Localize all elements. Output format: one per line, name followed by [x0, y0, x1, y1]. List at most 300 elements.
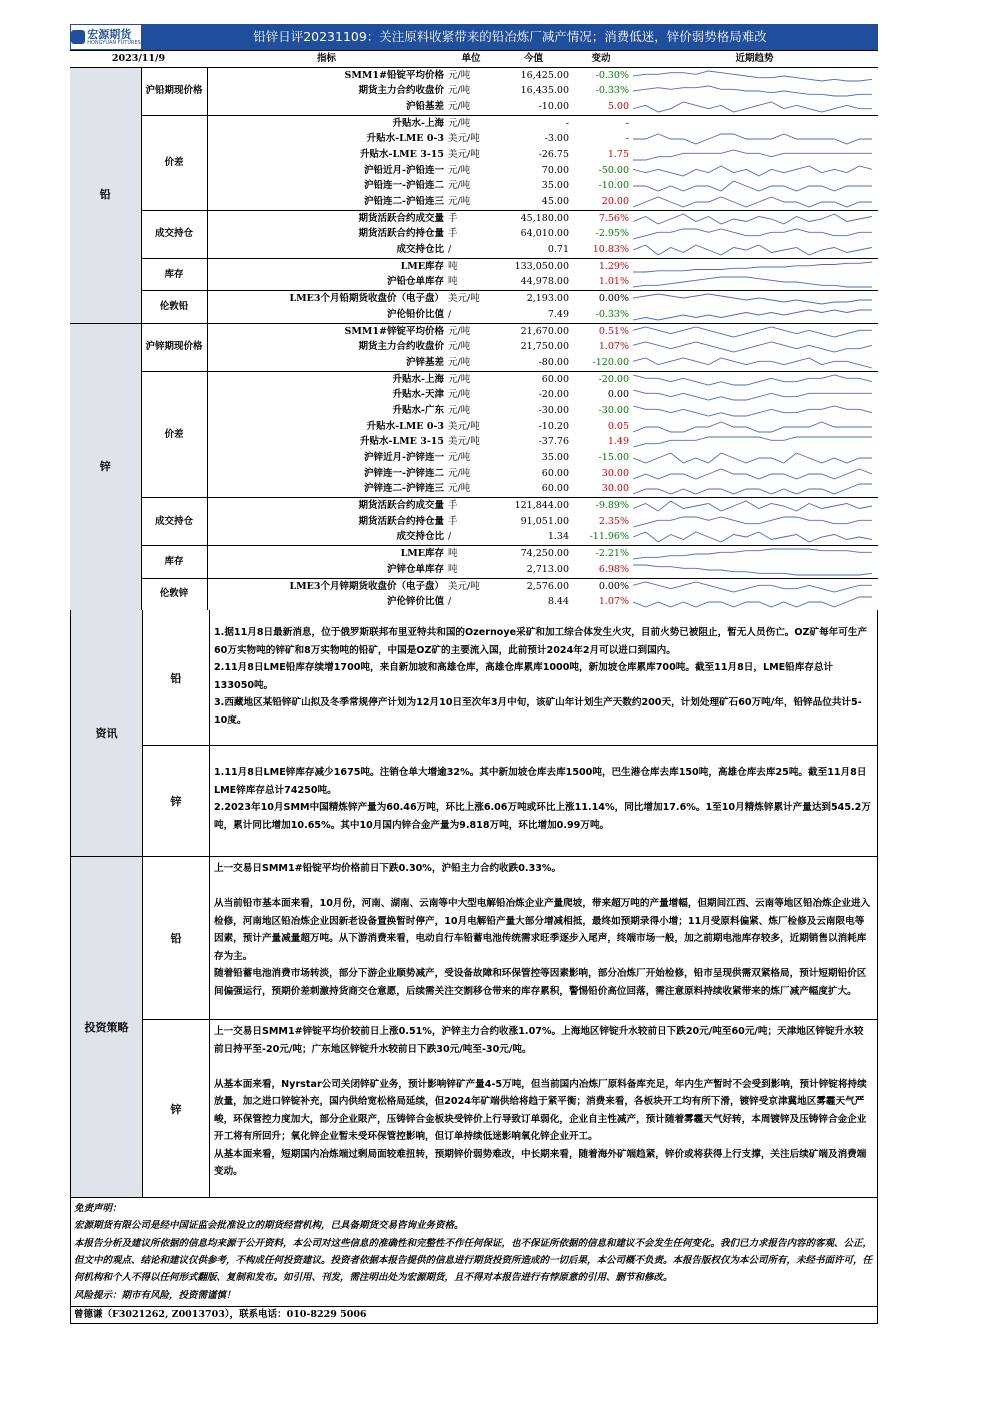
strategy-zinc-para: 从基本面来看，Nyrstar公司关闭锌矿业务，预计影响锌矿产量4-5万吨，但当前国内冶炼厂原料备库充足，年内生产暂时不会受到影响，预计锌锭将持续放量，加之进口锌锭补充，国内供给宽松格局延续，但2024年矿端供给将趋于紧平衡；消费来看，各板块开工均有所下滑，镀锌受京津冀地区雾霾天气严峻，环保管控力度加大，部分企业限产，压铸锌合金板块受锌价上行导致订单弱化，企业自主性减产，预计随着雾霾天气好转，本周镀锌及压铸锌合金企业开工将有所回升；氧化锌企业暂未受环保管控影响，但订单持续低迷影响氧化锌企业开工。 [214, 1078, 867, 1143]
news-lead-label: 铅 [143, 610, 210, 745]
indicator-name: 沪铅仓单库存 [386, 276, 444, 288]
unit-cell: 美元/吨 [448, 148, 480, 160]
strategy-lead-para [214, 878, 871, 896]
trend-line [633, 453, 872, 463]
trend-cell [631, 482, 878, 498]
trend-cell [631, 403, 878, 419]
trend-sparkline [631, 325, 874, 339]
trend-line [633, 277, 872, 287]
unit-cell: 美元/吨 [448, 436, 480, 448]
trend-cell [631, 258, 878, 274]
news-zinc-para: 1.11月8日LME锌库存减少1675吨。注销仓单大增逾32%。其中新加坡仓库去库1500吨，巴生港仓库去库150吨，高雄仓库去库25吨。截至11月8日LME锌库存总计74250吨。 [214, 767, 867, 796]
trend-sparkline [631, 499, 874, 513]
header-value: 今值 [496, 51, 571, 68]
trend-sparkline [631, 388, 874, 402]
trend-sparkline [631, 148, 874, 162]
indicator-name: 沪伦锌价比值 [386, 596, 444, 608]
trend-line [633, 245, 872, 255]
indicator-name: 沪锌近月-沪锌连一 [364, 452, 444, 464]
trend-line [633, 437, 872, 447]
value-cell: 16,425.00 [520, 69, 569, 81]
strategy-label: 投资策略 [71, 857, 143, 1197]
value-cell: 70.00 [541, 164, 569, 176]
trend-cell [631, 530, 878, 546]
indicator-name: 沪铅连二-沪铅连三 [364, 196, 444, 208]
news-zinc-row [143, 746, 877, 856]
indicator-name: 期货活跃合约持仓量 [358, 228, 444, 240]
value-cell: -3.00 [544, 133, 569, 145]
trend-line [633, 150, 872, 160]
news-zinc-para: 2.2023年10月SMM中国精炼锌产量为60.46万吨，环比上涨6.06万吨或环比上涨11.14%，同比增加17.6%。1至10月精炼锌累计产量达到545.2万吨，累计同比增加10.65%。其中10月国内锌合金产量为9.818万吨，环比增加0.99万吨。 [214, 802, 871, 831]
indicator-name: 升贴水-LME 3-15 [360, 148, 444, 160]
trend-cell [631, 163, 878, 179]
indicator-name: SMM1#锌锭平均价格 [207, 323, 446, 339]
company-logo [70, 24, 142, 50]
trend-cell [631, 323, 878, 339]
unit-cell: 元/吨 [446, 371, 496, 387]
trend-cell [631, 435, 878, 451]
news-label: 资讯 [71, 610, 143, 856]
table-row [70, 291, 878, 307]
strategy-zinc-para: 上一交易日SMM1#锌锭平均价较前日上涨0.51%，沪锌主力合约收涨1.07%。上海地区锌锭升水较前日下跌20元/吨至60元/吨；天津地区锌锭升水较前日持平至-20元/吨；广东地区锌锭升水较前日下跌30元/吨至-30元/吨。 [214, 1026, 864, 1055]
unit-cell: / [448, 308, 452, 320]
trend-cell [631, 339, 878, 355]
indicator-name: LME库存 [207, 258, 446, 274]
value-cell: - [496, 115, 571, 131]
change-cell: - [571, 115, 631, 131]
trend-line [633, 71, 872, 81]
unit-cell: 元/吨 [448, 180, 471, 192]
trend-sparkline [631, 467, 874, 481]
report-sheet [70, 24, 878, 1324]
unit-cell: 元/吨 [446, 323, 496, 339]
trend-cell [631, 546, 878, 562]
trend-sparkline [631, 435, 874, 449]
change-cell: 0.05 [607, 420, 629, 432]
trend-sparkline [631, 547, 874, 561]
trend-line [633, 102, 872, 112]
value-cell: 0.71 [547, 244, 569, 256]
unit-cell: 元/吨 [448, 356, 471, 368]
trend-cell [631, 562, 878, 578]
trend-line [633, 406, 872, 416]
value-cell: 133,050.00 [496, 258, 571, 274]
change-cell: -0.33% [595, 308, 629, 320]
unit-cell: 吨 [448, 563, 458, 575]
change-cell: -2.21% [571, 546, 631, 562]
change-cell: 5.00 [607, 100, 629, 112]
disclaimer-line: 本报告分析及建议所依据的信息均来源于公开资料，本公司对这些信息的准确性和完整性不作任何保证，也不保证所依据的信息和建议不会发生任何变化。我们已力求报告内容的客观、公正，但文中的观点、结论和建议仅供参考，不构成任何投资建议。投资者依据本报告提供的信息进行期货投资所造成的一切后果，本公司概不负责。本报告版权仅为本公司所有，未经书面许可，任何机构和个人不得以任何形式翻版、复制和发布。如引用、刊发，需注明出处为宏源期货，且不得对本报告进行有悖原意的引用、删节和修改。 [74, 1237, 873, 1284]
unit-cell: 美元/吨 [446, 578, 496, 594]
unit-cell: 元/吨 [448, 164, 471, 176]
change-cell: 1.01% [598, 276, 629, 288]
trend-cell [631, 99, 878, 115]
trend-line [633, 134, 872, 144]
change-cell: 30.00 [601, 483, 629, 495]
trend-cell [631, 307, 878, 323]
trend-line [633, 375, 872, 385]
change-cell: 1.49 [607, 436, 629, 448]
trend-line [633, 549, 872, 559]
change-cell: -11.96% [589, 531, 629, 543]
news-zinc-text [210, 746, 877, 856]
news-lead-text [210, 610, 877, 745]
value-cell: -80.00 [538, 356, 569, 368]
change-cell: 2.35% [598, 515, 629, 527]
header-indicator: 指标 [207, 51, 446, 68]
header-unit: 单位 [446, 51, 496, 68]
unit-cell: 元/吨 [448, 85, 471, 97]
unit-cell: / [448, 244, 452, 256]
trend-sparkline [631, 179, 874, 193]
change-cell: 0.00 [607, 389, 629, 401]
report-date: 2023/11/9 [70, 51, 207, 68]
group-label: 成交持仓 [141, 210, 207, 258]
change-cell: -20.00 [571, 371, 631, 387]
trend-cell [631, 355, 878, 371]
change-cell: 6.98% [598, 563, 629, 575]
unit-cell: 手 [446, 498, 496, 514]
change-cell: -15.00 [598, 452, 629, 464]
group-label: 成交持仓 [141, 498, 207, 546]
indicator-name: 升贴水-广东 [392, 404, 444, 416]
disclaimer-line: 风险提示：期市有风险，投资需谨慎！ [74, 1289, 236, 1301]
group-label: 伦敦铅 [141, 291, 207, 323]
unit-cell: 手 [446, 210, 496, 226]
indicator-name: LME3个月锌期货收盘价（电子盘） [207, 578, 446, 594]
trend-cell [631, 419, 878, 435]
change-cell: 0.00% [571, 578, 631, 594]
indicator-name: LME库存 [207, 546, 446, 562]
strategy-lead-para: 随着铅蓄电池消费市场转淡，部分下游企业顺势减产，受设备故障和环保管控等因素影响，部分冶炼厂开始检修，铅市呈现供需双紧格局，预计短期铅价区间偏强运行，预期价差刺激持货商交仓意愿，后续需关注交割移仓带来的库存累积，警惕铅价高位回落，需注意原料持续收紧带来的炼厂减产幅度扩大。 [214, 968, 867, 997]
trend-sparkline [631, 132, 874, 146]
strategy-lead-para: 上一交易日SMM1#铅锭平均价格前日下跌0.30%，沪铅主力合约收跌0.33%。 [214, 863, 562, 875]
unit-cell: 手 [448, 515, 458, 527]
news-lead-row [143, 610, 877, 746]
trend-sparkline [631, 84, 874, 98]
value-cell: 2,713.00 [526, 563, 569, 575]
change-cell: 1.75 [607, 148, 629, 160]
change-cell: -2.95% [595, 228, 629, 240]
trend-line [633, 565, 872, 575]
trend-sparkline [631, 292, 874, 306]
unit-cell: 吨 [446, 546, 496, 562]
trend-sparkline [631, 373, 874, 387]
logo-text: 宏源期货 [87, 27, 132, 41]
change-cell: -30.00 [598, 404, 629, 416]
unit-cell: 元/吨 [448, 389, 471, 401]
value-cell: 35.00 [541, 180, 569, 192]
title-bar [70, 24, 878, 50]
indicator-name: 沪锌基差 [405, 356, 444, 368]
change-cell: -0.33% [595, 85, 629, 97]
value-cell: 45.00 [541, 196, 569, 208]
value-cell: 2,576.00 [496, 578, 571, 594]
trend-line [633, 469, 872, 479]
change-cell: 30.00 [601, 467, 629, 479]
trend-cell [631, 115, 878, 131]
unit-cell: 元/吨 [448, 483, 471, 495]
change-cell: -120.00 [592, 356, 629, 368]
trend-line [633, 181, 872, 191]
trend-sparkline [631, 69, 874, 83]
strategy-zinc-para: 从基本面来看，短期国内冶炼端过剩局面较难扭转，预期锌价弱势难改，中长期来看，随着海外矿端趋紧，锌价或将获得上行支撑，关注后续矿端及消费端变动。 [214, 1148, 867, 1178]
unit-cell: 元/吨 [448, 69, 471, 81]
table-row [70, 210, 878, 226]
trend-cell [631, 179, 878, 195]
trend-cell [631, 450, 878, 466]
indicator-name: 升贴水-LME 3-15 [360, 436, 444, 448]
trend-cell [631, 387, 878, 403]
indicator-name: 成交持仓比 [396, 531, 444, 543]
table-row [70, 115, 878, 131]
news-zinc-label: 锌 [143, 746, 210, 856]
value-cell: -26.75 [538, 148, 569, 160]
trend-line [633, 294, 872, 304]
unit-cell: 元/吨 [448, 341, 471, 353]
value-cell: 60.00 [496, 371, 571, 387]
trend-line [633, 390, 872, 400]
indicator-name: SMM1#铅锭平均价格 [344, 69, 444, 81]
value-cell: 74,250.00 [496, 546, 571, 562]
trend-line [633, 197, 872, 207]
strategy-lead-para: 从当前铅市基本面来看，10月份，河南、湖南、云南等中大型电解铅冶炼企业产量爬坡，带来超万吨的产量增幅，但期间江西、云南等地区铅冶炼企业进入检修，河南地区铅冶炼企业因新老设备置换暂时停产，10月电解铅产量大部分增减相抵，最终如预期录得小增；11月受原料偏紧、炼厂检修及云南限电等因素，预计产量减量超万吨。从下游消费来看，电动自行车铅蓄电池传统需求旺季逐步入尾声，终端市场一般，加之前期电池库存较多，近期销售以消耗库存为主。 [214, 898, 871, 962]
unit-cell: 元/吨 [448, 467, 471, 479]
value-cell: 64,010.00 [520, 228, 569, 240]
trend-cell [631, 83, 878, 99]
indicator-name: 期货活跃合约持仓量 [358, 515, 444, 527]
trend-sparkline [631, 164, 874, 178]
trend-cell [631, 210, 878, 226]
unit-cell: 元/吨 [446, 115, 496, 131]
trend-line [633, 582, 872, 592]
trend-sparkline [631, 595, 874, 609]
trend-sparkline [631, 195, 874, 209]
strategy-section [71, 857, 877, 1197]
indicator-name: 升贴水-上海 [207, 371, 446, 387]
indicator-table [70, 50, 878, 610]
unit-cell: / [448, 531, 452, 543]
trend-cell [631, 147, 878, 163]
change-cell: -10.00 [598, 180, 629, 192]
group-label: 库存 [141, 258, 207, 290]
unit-cell: 手 [448, 228, 458, 240]
value-cell: 7.49 [547, 308, 569, 320]
trend-line [633, 532, 872, 542]
trend-sparkline [631, 212, 874, 226]
value-cell: 2,193.00 [496, 291, 571, 307]
trend-line [633, 422, 872, 432]
trend-sparkline [631, 420, 874, 434]
change-cell: 0.51% [571, 323, 631, 339]
group-label: 沪锌期现价格 [141, 323, 207, 371]
strategy-zinc-text [210, 1020, 877, 1197]
strategy-zinc-label: 锌 [143, 1020, 210, 1197]
indicator-name: 沪铅近月-沪铅连一 [364, 164, 444, 176]
value-cell: -20.00 [538, 389, 569, 401]
value-cell: 45,180.00 [496, 210, 571, 226]
trend-sparkline [631, 100, 874, 114]
indicator-name: 沪锌连一-沪锌连二 [364, 467, 444, 479]
indicator-name: 期货主力合约收盘价 [358, 85, 444, 97]
value-cell: 60.00 [541, 483, 569, 495]
value-cell: -10.00 [538, 100, 569, 112]
strategy-lead-label: 铅 [143, 857, 210, 1019]
header-trend: 近期趋势 [631, 51, 878, 68]
change-cell: 7.56% [571, 210, 631, 226]
value-cell: 1.34 [547, 531, 569, 543]
trend-cell [631, 514, 878, 530]
group-label: 价差 [141, 115, 207, 210]
logo-subtext: HONGYUAN FUTURES [87, 39, 141, 46]
header-change: 变动 [571, 51, 631, 68]
trend-line [633, 327, 872, 337]
trend-line [633, 517, 872, 527]
trend-line [633, 597, 872, 607]
trend-sparkline [631, 404, 874, 418]
trend-line [633, 86, 872, 96]
trend-cell [631, 466, 878, 482]
disclaimer [70, 1198, 878, 1307]
change-cell: 1.07% [598, 341, 629, 353]
unit-cell: 元/吨 [448, 196, 471, 208]
trend-line [633, 342, 872, 352]
value-cell: 35.00 [541, 452, 569, 464]
news-lead-para: 3.西藏地区某铅锌矿山拟及冬季常规停产计划为12月10日至次年3月中旬，该矿山年计划生产天数约200天，计划处理矿石60万吨/年，铅锌品位共计5-10度。 [214, 697, 862, 726]
strategy-zinc-para [214, 1058, 871, 1076]
change-cell: -0.30% [595, 69, 629, 81]
table-row [70, 498, 878, 514]
unit-cell: 吨 [448, 276, 458, 288]
trend-line [633, 214, 872, 224]
table-row [70, 578, 878, 594]
change-cell: -9.89% [571, 498, 631, 514]
zinc-category-label: 锌 [70, 323, 141, 610]
indicator-name: 沪铅基差 [405, 100, 444, 112]
indicator-name: 沪锌连二-沪锌连三 [364, 483, 444, 495]
trend-sparkline [631, 563, 874, 577]
trend-sparkline [631, 260, 874, 274]
trend-sparkline [631, 227, 874, 241]
trend-sparkline [631, 530, 874, 544]
group-label: 库存 [141, 546, 207, 578]
indicator-name: 升贴水-天津 [392, 389, 444, 401]
change-cell: -50.00 [598, 164, 629, 176]
strategy-lead-text [210, 857, 877, 1019]
value-cell: 21,750.00 [520, 341, 569, 353]
unit-cell: 吨 [446, 258, 496, 274]
value-cell: 60.00 [541, 467, 569, 479]
value-cell: -37.76 [538, 436, 569, 448]
disclaimer-line: 免责声明： [74, 1203, 122, 1215]
trend-sparkline [631, 580, 874, 594]
group-label: 伦敦锌 [141, 578, 207, 610]
trend-line [633, 262, 872, 272]
logo-mark-icon [71, 30, 85, 44]
commentary-frame [70, 610, 878, 1198]
trend-cell [631, 578, 878, 594]
value-cell: 91,051.00 [520, 515, 569, 527]
value-cell: 16,435.00 [520, 85, 569, 97]
trend-sparkline [631, 243, 874, 257]
unit-cell: 元/吨 [448, 100, 471, 112]
unit-cell: 美元/吨 [446, 291, 496, 307]
lead-category-label: 铅 [70, 67, 141, 323]
trend-sparkline [631, 356, 874, 370]
table-row [70, 546, 878, 562]
change-cell: 0.00% [571, 291, 631, 307]
value-cell: 8.44 [547, 596, 569, 608]
trend-sparkline [631, 275, 874, 289]
trend-cell [631, 371, 878, 387]
group-label: 价差 [141, 371, 207, 498]
trend-sparkline [631, 117, 874, 131]
value-cell: 21,670.00 [496, 323, 571, 339]
trend-line [633, 484, 872, 494]
indicator-name: 沪伦铅价比值 [386, 308, 444, 320]
trend-cell [631, 291, 878, 307]
table-header-row [70, 51, 878, 68]
indicator-name: LME3个月铅期货收盘价（电子盘） [207, 291, 446, 307]
analyst-contact: 曾德谦（F3021262, Z0013703），联系电话：010-8229 5006 [70, 1307, 878, 1324]
change-cell: 10.83% [592, 244, 629, 256]
value-cell: -10.20 [538, 420, 569, 432]
unit-cell: 元/吨 [448, 452, 471, 464]
change-cell: 1.07% [598, 596, 629, 608]
trend-line [633, 501, 872, 511]
trend-sparkline [631, 482, 874, 496]
trend-cell [631, 498, 878, 514]
change-cell: - [625, 133, 629, 145]
unit-cell: 美元/吨 [448, 133, 480, 145]
unit-cell: 元/吨 [448, 404, 471, 416]
unit-cell: / [448, 596, 452, 608]
strategy-zinc-row [143, 1020, 877, 1197]
trend-sparkline [631, 451, 874, 465]
value-cell: 44,978.00 [520, 276, 569, 288]
indicator-name: 升贴水-LME 0-3 [366, 420, 444, 432]
trend-sparkline [631, 515, 874, 529]
unit-cell: 美元/吨 [448, 420, 480, 432]
trend-cell [631, 67, 878, 83]
indicator-name: 期货主力合约收盘价 [358, 341, 444, 353]
group-label: 沪铅期现价格 [141, 67, 207, 115]
table-row [70, 67, 878, 83]
value-cell: -30.00 [538, 404, 569, 416]
trend-sparkline [631, 340, 874, 354]
news-section [71, 610, 877, 857]
indicator-name: 沪锌仓单库存 [386, 563, 444, 575]
report-title: 铅锌日评20231109：关注原料收紧带来的铅冶炼厂减产情况；消费低迷，锌价弱势格局难改 [253, 29, 767, 44]
table-row [70, 323, 878, 339]
indicator-name: 升贴水-LME 0-3 [366, 133, 444, 145]
trend-line [633, 310, 872, 320]
indicator-name: 期货活跃合约成交量 [207, 210, 446, 226]
change-cell: 1.29% [571, 258, 631, 274]
trend-cell [631, 594, 878, 610]
trend-cell [631, 131, 878, 147]
table-row [70, 258, 878, 274]
disclaimer-line: 宏源期货有限公司是经中国证监会批准设立的期货经营机构，已具备期货交易咨询业务资格。 [74, 1220, 464, 1232]
indicator-name: 成交持仓比 [396, 244, 444, 256]
value-cell: 121,844.00 [496, 498, 571, 514]
indicator-name: 期货活跃合约成交量 [207, 498, 446, 514]
trend-line [633, 229, 872, 239]
news-lead-para: 1.据11月8日最新消息，位于俄罗斯联邦布里亚特共和国的Ozernoye采矿和加工综合体发生火灾，目前火势已被阻止，暂无人员伤亡。OZ矿每年可生产60万实物吨的锌矿和8万实物吨的铅矿，中国是OZ矿的主要流入国，此前预计2024年2月可以进口到国内。 [214, 627, 868, 656]
trend-sparkline [631, 308, 874, 322]
news-lead-para: 2.11月8日LME铅库存续增1700吨，来自新加坡和高雄仓库，高雄仓库累库1000吨，新加坡仓库累库700吨。截至11月8日，LME铅库存总计133050吨。 [214, 662, 834, 691]
trend-cell [631, 227, 878, 243]
